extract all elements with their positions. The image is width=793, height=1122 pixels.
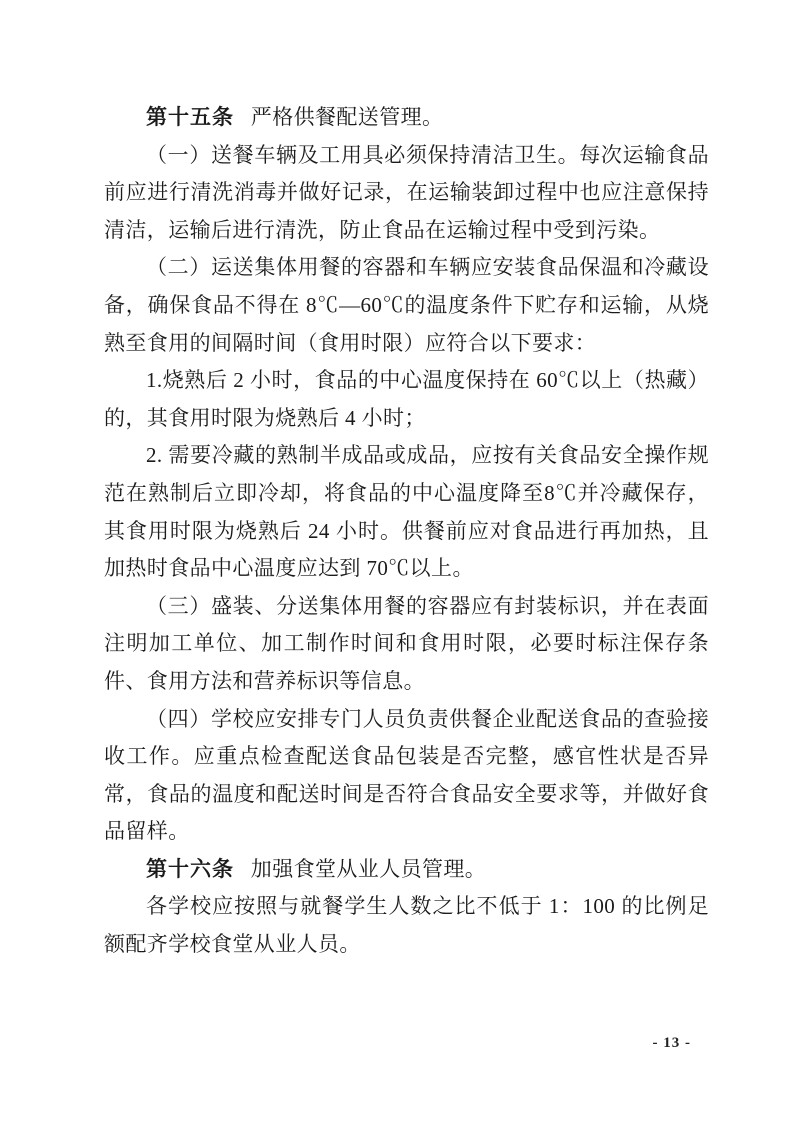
- paragraph-item-2: （二）运送集体用餐的容器和车辆应安装食品保温和冷藏设备，确保食品不得在 8℃—60℃的温度条件下贮存和运输，从烧熟至食用的间隔时间（食用时限）应符合以下要求：: [104, 255, 709, 355]
- paragraph-article-16: [104, 851, 709, 889]
- article-16-number: 第十六条: [146, 856, 234, 881]
- paragraph-item-1: （一）送餐车辆及工用具必须保持清洁卫生。每次运输食品前应进行清洗消毒并做好记录，在运输装卸过程中也应注意保持清洁，运输后进行清洗，防止食品在运输过程中受到污染。: [104, 142, 709, 242]
- article-16-title: 加强食堂从业人员管理。: [250, 856, 487, 881]
- paragraph-article-15: [104, 99, 709, 137]
- paragraph-item-3: （三）盛装、分送集体用餐的容器应有封装标识，并在表面注明加工单位、加工制作时间和食用时限，必要时标注保存条件、食用方法和营养标识等信息。: [104, 593, 709, 693]
- document-text-block: [104, 99, 709, 964]
- page-number: - 13 -: [652, 1035, 691, 1051]
- paragraph-subitem-2: 2. 需要冷藏的熟制半成品或成品，应按有关食品安全操作规范在熟制后立即冷却，将食品的中心温度降至8℃并冷藏保存，其食用时限为烧熟后 24 小时。供餐前应对食品进行再加热，且加热时食品中心温度应达到 70℃以上。: [104, 443, 709, 581]
- paragraph-subitem-1: 1.烧熟后 2 小时，食品的中心温度保持在 60℃以上（热藏）的，其食用时限为烧熟后 4 小时；: [104, 368, 709, 430]
- article-15-number: 第十五条: [146, 105, 234, 129]
- paragraph-item-4: （四）学校应安排专门人员负责供餐企业配送食品的查验接收工作。应重点检查配送食品包装是否完整，感官性状是否异常，食品的温度和配送时间是否符合食品安全要求等，并做好食品留样。: [104, 706, 709, 844]
- article-15-title: 严格供餐配送管理。: [250, 105, 444, 129]
- paragraph-item-5: 各学校应按照与就餐学生人数之比不低于 1：100 的比例足额配齐学校食堂从业人员。: [104, 894, 709, 957]
